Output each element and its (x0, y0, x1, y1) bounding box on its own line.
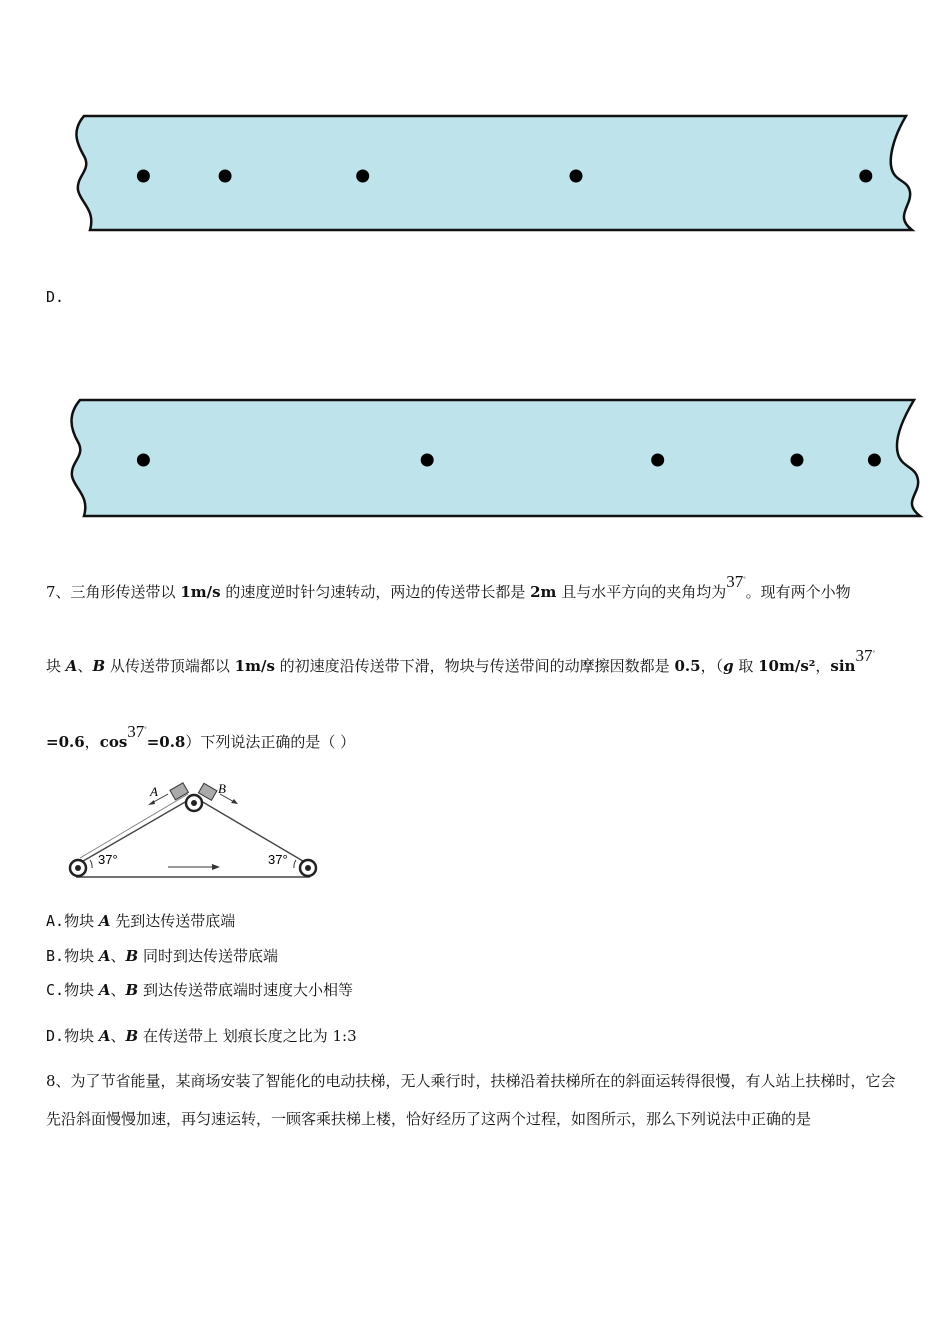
q7-line-1: 7、三角形传送带以 1m/s 的速度逆时针匀速转动，两边的传送带长都是 2m 且与水平方向的夹角均为37°。现有两个小物 (46, 572, 851, 601)
tape-dot (356, 170, 369, 183)
tape-dot (868, 454, 881, 467)
tape-dot (137, 170, 150, 183)
q7-line-3: =0.6，cos37°=0.8）下列说法正确的是（ ） (46, 722, 356, 751)
angle-symbol: 37° (127, 722, 147, 741)
block-a (170, 783, 188, 800)
angle-symbol: 37° (726, 572, 746, 591)
tape-dot (137, 454, 150, 467)
option-d-label: D. (46, 288, 65, 306)
arrow-right-icon (212, 864, 220, 870)
option-c: C.物块 A、B 到达传送带底端时速度大小相等 (46, 981, 353, 999)
q8-text: 8、为了节省能量，某商场安装了智能化的电动扶梯，无人乘行时，扶梯沿着扶梯所在的斜面运转得很慢，有人站上扶梯时，它会先沿斜面慢慢加速，再匀速运转，一顾客乘扶梯上楼，恰好经历了这两个过程，如图所示，那么下列说法中正确的是 (46, 1072, 896, 1128)
angle-right-label: 37° (268, 852, 288, 867)
label-a: A (150, 784, 158, 799)
label-b: B (218, 781, 226, 796)
tape-dot (421, 454, 434, 467)
tape-shape (76, 116, 912, 230)
option-d: D.物块 A、B 在传送带上 划痕长度之比为 1:3 (46, 1027, 357, 1045)
tape-dot (859, 170, 872, 183)
tape-dot (570, 170, 583, 183)
option-b: B.物块 A、B 同时到达传送带底端 (46, 947, 278, 965)
tape-dot (219, 170, 232, 183)
option-a: A.物块 A 先到达传送带底端 (46, 912, 236, 930)
angle-symbol: 37° (855, 646, 875, 665)
q7-line-2: 块 A、B 从传送带顶端都以 1m/s 的初速度沿传送带下滑，物块与传送带间的动摩擦因数都是 0.5，（g 取 10m/s²，sin37° (46, 646, 875, 675)
tape-dot (791, 454, 804, 467)
tape-diagram-d (66, 394, 926, 524)
tape-dot (651, 454, 664, 467)
conveyor-triangle-figure (64, 776, 324, 886)
angle-left-label: 37° (98, 852, 118, 867)
tape-diagram-c (66, 110, 926, 240)
